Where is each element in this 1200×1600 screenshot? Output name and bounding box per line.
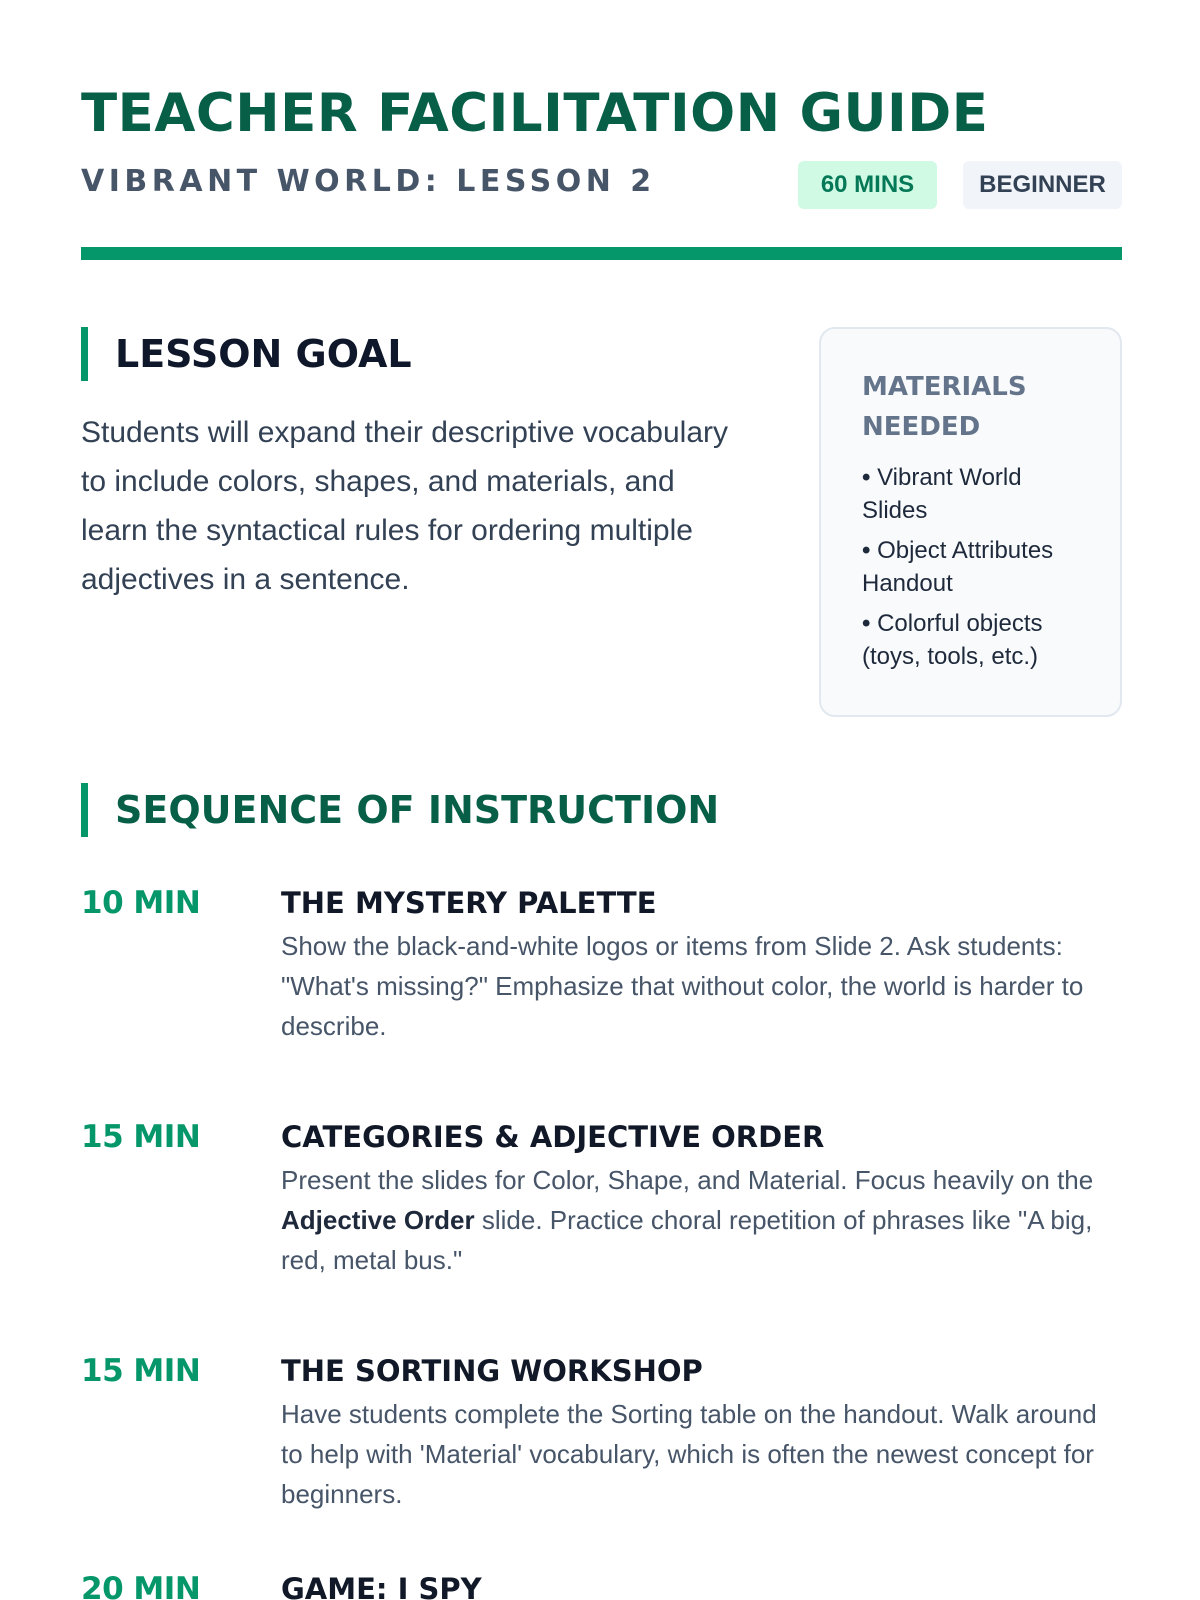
materials-item-label: Vibrant World Slides — [862, 464, 1022, 524]
step-body — [281, 883, 1122, 1046]
duration-badge: 60 MINS — [798, 161, 937, 209]
step-title: THE SORTING WORKSHOP — [281, 1354, 703, 1388]
step-title: GAME: I SPY — [281, 1572, 482, 1600]
step-body — [281, 1351, 1122, 1514]
sequence-heading: SEQUENCE OF INSTRUCTION — [81, 783, 719, 837]
step-description: Have students complete the Sorting table on the handout. Walk around to help with 'Material' vocabulary, which is often the newest concept for beginners. — [281, 1399, 1097, 1509]
subtitle-row — [81, 161, 1122, 209]
level-badge: BEGINNER — [963, 161, 1122, 209]
step-description — [281, 1160, 1122, 1280]
materials-item — [862, 607, 1090, 673]
materials-item-label: Object Attributes Handout — [862, 537, 1054, 597]
step-time: 15 MIN — [81, 1353, 201, 1389]
step-body — [281, 1569, 1122, 1600]
step-title: CATEGORIES & ADJECTIVE ORDER — [281, 1120, 825, 1154]
lesson-subtitle: VIBRANT WORLD: LESSON 2 — [81, 164, 656, 199]
step-description-emphasis: Adjective Order — [281, 1205, 475, 1235]
materials-card — [819, 327, 1122, 717]
materials-item — [862, 461, 1090, 527]
bullet-icon: • — [862, 464, 871, 491]
step-time: 20 MIN — [81, 1571, 201, 1600]
step-description-text: Present the slides for Color, Shape, and Material. Focus heavily on the — [281, 1165, 1094, 1195]
step-title: THE MYSTERY PALETTE — [281, 886, 657, 920]
page-title: TEACHER FACILITATION GUIDE — [81, 83, 989, 144]
step-time: 10 MIN — [81, 885, 201, 921]
step-time: 15 MIN — [81, 1119, 201, 1155]
step-body — [281, 1117, 1122, 1280]
materials-item-label: Colorful objects (toys, tools, etc.) — [862, 610, 1043, 670]
step-description-text: slide. Practice choral repetition of phrases like "A big, red, metal bus." — [281, 1205, 1093, 1275]
materials-heading: MATERIALS NEEDED — [862, 372, 1027, 442]
lesson-goal-text: Students will expand their descriptive vocabulary to include colors, shapes, and materials, and learn the syntactical rules for ordering multiple adjectives in a sentence. — [81, 416, 729, 596]
materials-item — [862, 534, 1090, 600]
lesson-goal-heading: LESSON GOAL — [81, 327, 412, 381]
bullet-icon: • — [862, 537, 871, 564]
step-description: Show the black-and-white logos or items from Slide 2. Ask students: "What's missing?" Emphasize that without color, the world is harder to describe. — [281, 931, 1084, 1041]
header-divider — [81, 247, 1122, 260]
bullet-icon: • — [862, 610, 871, 637]
